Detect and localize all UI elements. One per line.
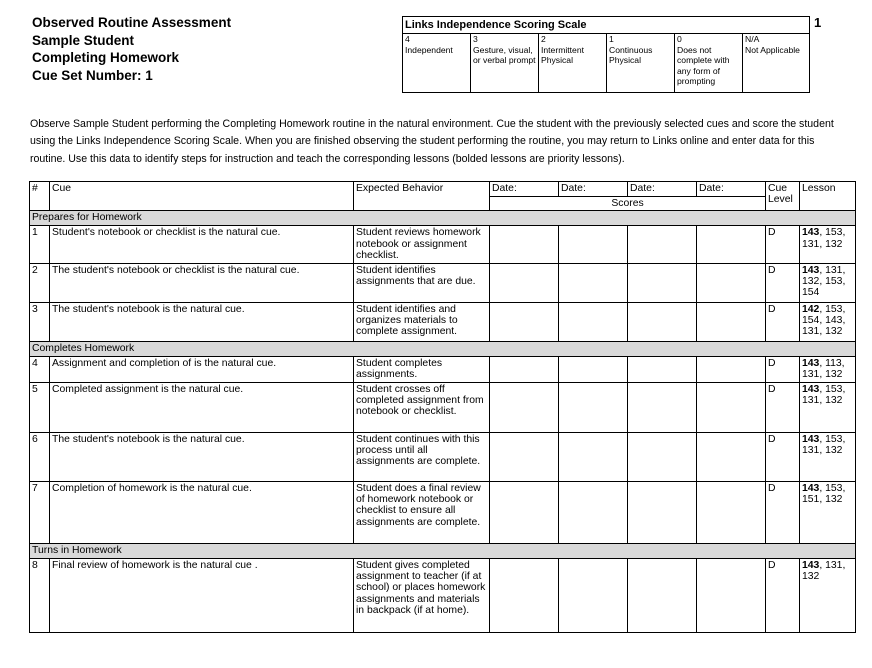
- score-cell[interactable]: [559, 263, 628, 302]
- cue-cell: Completed assignment is the natural cue.: [50, 382, 354, 432]
- score-cell[interactable]: [628, 481, 697, 543]
- expected-cell: Student completes assignments.: [354, 356, 490, 382]
- score-cell[interactable]: [559, 226, 628, 263]
- score-cell[interactable]: [697, 356, 766, 382]
- score-cell[interactable]: [559, 432, 628, 481]
- table-row: [30, 356, 856, 382]
- score-cell[interactable]: [490, 302, 559, 341]
- row-number: 3: [30, 302, 50, 341]
- title-line-3: Completing Homework: [32, 50, 180, 65]
- scoring-scale-title: Links Independence Scoring Scale: [403, 17, 810, 34]
- row-number: 4: [30, 356, 50, 382]
- table-row: [30, 263, 856, 302]
- cue-cell: The student's notebook or checklist is the natural cue.: [50, 263, 354, 302]
- page-number: 1: [814, 15, 822, 30]
- score-cell[interactable]: [697, 226, 766, 263]
- score-cell[interactable]: [628, 432, 697, 481]
- table-row: [30, 382, 856, 432]
- col-header-expected: Expected Behavior: [354, 182, 490, 211]
- score-cell[interactable]: [628, 356, 697, 382]
- col-header-date: Date:: [559, 182, 628, 197]
- lesson-cell: 143, 131, 132, 153, 154: [800, 263, 856, 302]
- score-cell[interactable]: [490, 382, 559, 432]
- score-cell[interactable]: [490, 558, 559, 632]
- lesson-cell: 143, 153, 131, 132: [800, 432, 856, 481]
- cue-cell: The student's notebook is the natural cue.: [50, 302, 354, 341]
- cue-cell: Assignment and completion of is the natural cue.: [50, 356, 354, 382]
- col-header-cue-level: Cue Level: [766, 182, 800, 211]
- score-cell[interactable]: [490, 226, 559, 263]
- assessment-table: [29, 181, 856, 633]
- scale-level: 0 Does not complete with any form of prompting: [675, 34, 743, 93]
- lesson-cell: 143, 153, 131, 132: [800, 226, 856, 263]
- title-line-2: Sample Student: [32, 32, 135, 48]
- score-cell[interactable]: [490, 263, 559, 302]
- cue-level-cell: D: [766, 263, 800, 302]
- title-block: [32, 14, 231, 84]
- scale-level: 3 Gesture, visual, or verbal prompt: [471, 34, 539, 93]
- section-header: Prepares for Homework: [30, 211, 856, 226]
- score-cell[interactable]: [628, 302, 697, 341]
- col-header-cue: Cue: [50, 182, 354, 211]
- lesson-cell: 143, 153, 151, 132: [800, 481, 856, 543]
- row-number: 2: [30, 263, 50, 302]
- lesson-cell: 143, 113, 131, 132: [800, 356, 856, 382]
- score-cell[interactable]: [559, 558, 628, 632]
- score-cell[interactable]: [490, 432, 559, 481]
- col-header-date: Date:: [490, 182, 559, 197]
- cue-level-cell: D: [766, 226, 800, 263]
- score-cell[interactable]: [559, 481, 628, 543]
- lesson-cell: 142, 153, 154, 143, 131, 132: [800, 302, 856, 341]
- expected-cell: Student continues with this process until all assignments are complete.: [354, 432, 490, 481]
- table-row: [30, 302, 856, 341]
- row-number: 7: [30, 481, 50, 543]
- lesson-cell: 143, 131, 132: [800, 558, 856, 632]
- cue-cell: The student's notebook is the natural cue.: [50, 432, 354, 481]
- score-cell[interactable]: [697, 382, 766, 432]
- score-cell[interactable]: [559, 356, 628, 382]
- score-cell[interactable]: [559, 302, 628, 341]
- score-cell[interactable]: [697, 558, 766, 632]
- scale-level: 2 Intermittent Physical: [539, 34, 607, 93]
- score-cell[interactable]: [628, 558, 697, 632]
- score-cell[interactable]: [697, 432, 766, 481]
- expected-cell: Student identifies and organizes materials to complete assignment.: [354, 302, 490, 341]
- lesson-cell: 143, 153, 131, 132: [800, 382, 856, 432]
- score-cell[interactable]: [490, 481, 559, 543]
- expected-cell: Student does a final review of homework notebook or checklist to ensure all assignments are complete.: [354, 481, 490, 543]
- table-row: [30, 226, 856, 263]
- score-cell[interactable]: [490, 356, 559, 382]
- expected-cell: Student gives completed assignment to teacher (if at school) or places homework assignments and materials in backpack (if at home).: [354, 558, 490, 632]
- score-cell[interactable]: [628, 382, 697, 432]
- scale-level: 4 Independent: [403, 34, 471, 93]
- row-number: 1: [30, 226, 50, 263]
- section-header: Turns in Homework: [30, 543, 856, 558]
- scoring-scale-table: [402, 16, 810, 93]
- expected-cell: Student reviews homework notebook or assignment checklist.: [354, 226, 490, 263]
- table-row: [30, 558, 856, 632]
- col-header-date: Date:: [697, 182, 766, 197]
- score-cell[interactable]: [697, 481, 766, 543]
- score-cell[interactable]: [559, 382, 628, 432]
- row-number: 8: [30, 558, 50, 632]
- title-line-1: Observed Routine Assessment: [32, 15, 232, 30]
- score-cell[interactable]: [697, 263, 766, 302]
- cue-level-cell: D: [766, 558, 800, 632]
- cue-level-cell: D: [766, 481, 800, 543]
- cue-level-cell: D: [766, 302, 800, 341]
- cue-level-cell: D: [766, 356, 800, 382]
- col-header-lesson: Lesson: [800, 182, 856, 211]
- score-cell[interactable]: [628, 226, 697, 263]
- col-header-date: Date:: [628, 182, 697, 197]
- expected-cell: Student identifies assignments that are due.: [354, 263, 490, 302]
- scores-header: Scores: [490, 197, 766, 211]
- expected-cell: Student crosses off completed assignment from notebook or checklist.: [354, 382, 490, 432]
- table-row: [30, 432, 856, 481]
- cue-cell: Completion of homework is the natural cue.: [50, 481, 354, 543]
- cue-level-cell: D: [766, 382, 800, 432]
- row-number: 5: [30, 382, 50, 432]
- cue-level-cell: D: [766, 432, 800, 481]
- cue-cell: Student's notebook or checklist is the natural cue.: [50, 226, 354, 263]
- scale-level: N/A Not Applicable: [743, 34, 810, 93]
- cue-cell: Final review of homework is the natural cue .: [50, 558, 354, 632]
- score-cell[interactable]: [628, 263, 697, 302]
- instructions-paragraph: Observe Sample Student performing the Completing Homework routine in the natural environment. Cue the student with the previously selected cues and score the student using the Links Independence Scoring Scale. When you are finished observing the student performing the routine, you may return to Links online and enter data for this routine. Use this data to identify steps for instruction and teach the corresponding lessons (bolded lessons are priority lessons).: [30, 118, 834, 165]
- col-header-num: #: [30, 182, 50, 211]
- score-cell[interactable]: [697, 302, 766, 341]
- section-header: Completes Homework: [30, 341, 856, 356]
- row-number: 6: [30, 432, 50, 481]
- table-row: [30, 481, 856, 543]
- title-line-4: Cue Set Number: 1: [32, 67, 153, 83]
- scale-level: 1 Continuous Physical: [607, 34, 675, 93]
